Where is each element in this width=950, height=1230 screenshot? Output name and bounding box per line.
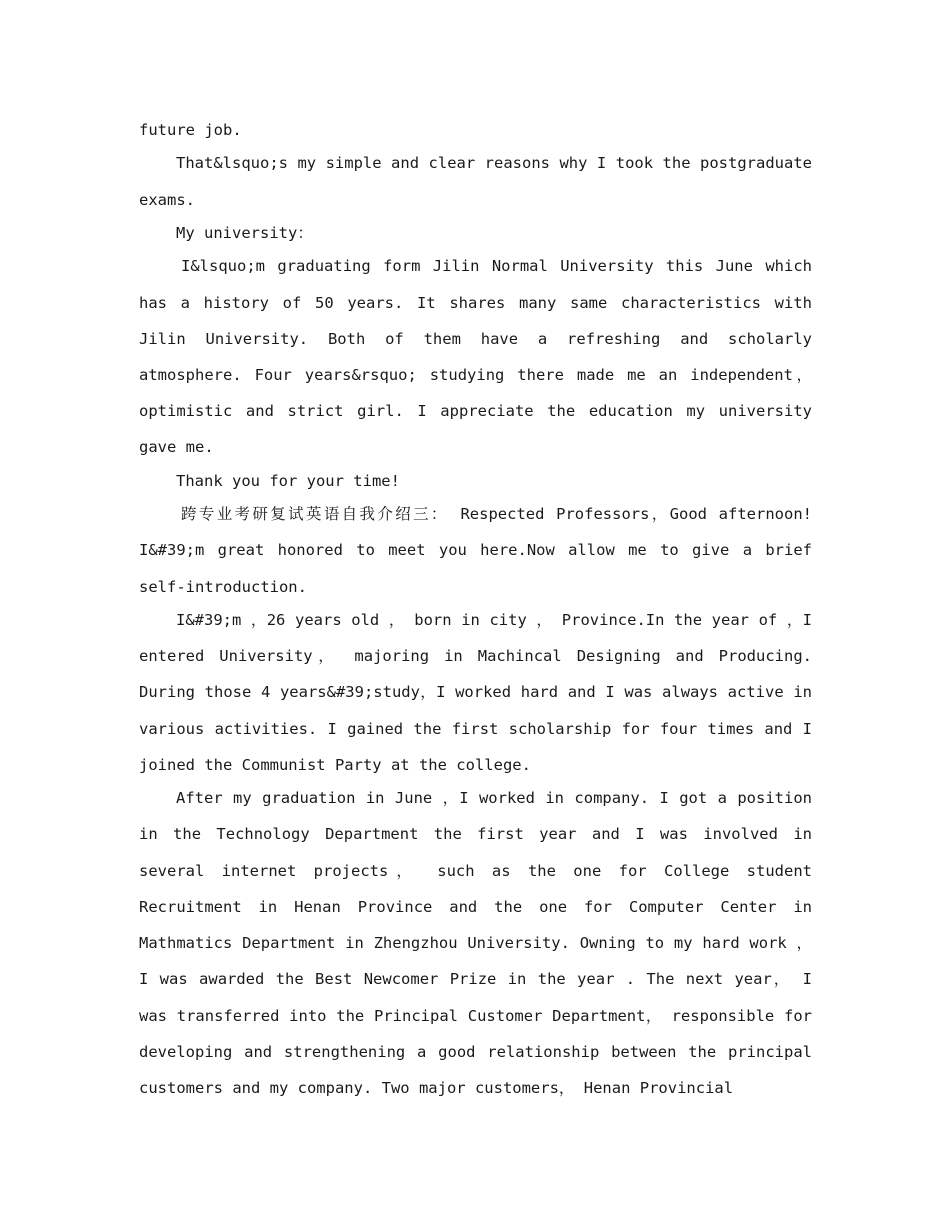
paragraph-reasons: That&lsquo;s my simple and clear reasons why I took the postgraduate exams. — [139, 154, 812, 209]
paragraph-background: I&#39;m ，26 years old ， born in city ， Province.In the year of ，I entered University， majoring in Machincal Designing and Producing. During those 4 years&#39;study，I worked hard and I was always active in various activities. I gained the first scholarship for four times and I joined the Communist Party at the college. — [139, 611, 812, 774]
paragraph-introduction: 跨专业考研复试英语自我介绍三： Respected Professors，Good afternoon! I&#39;m great honored to meet you here.Now allow me to give a brief self-introduction. — [139, 505, 812, 596]
document-body — [139, 112, 812, 1103]
paragraph-continuation: future job. — [139, 121, 242, 139]
paragraph-thanks: Thank you for your time! — [176, 471, 400, 490]
paragraph-work-experience: After my graduation in June ，I worked in company. I got a position in the Technology Department the first year and I was involved in several internet projects， such as the one for College student Recruitment in Henan Province and the one for Computer Center in Mathmatics Department in Zhengzhou University. Owning to my hard work ，I was awarded the Best Newcomer Prize in the year . The next year， I was transferred into the Principal Customer Department， responsible for developing and strengthening a good relationship between the principal customers and my company. Two major customers， Henan Provincial — [139, 789, 812, 1097]
paragraph-university: I&lsquo;m graduating form Jilin Normal University this June which has a history of 50 years. It shares many same characteristics with Jilin University. Both of them have a refreshing and scholarly atmosphere. Four years&rsquo; studying there made me an independent， optimistic and strict girl. I appreciate the education my university gave me. — [139, 257, 812, 457]
paragraph-university-heading: My university： — [176, 224, 313, 243]
